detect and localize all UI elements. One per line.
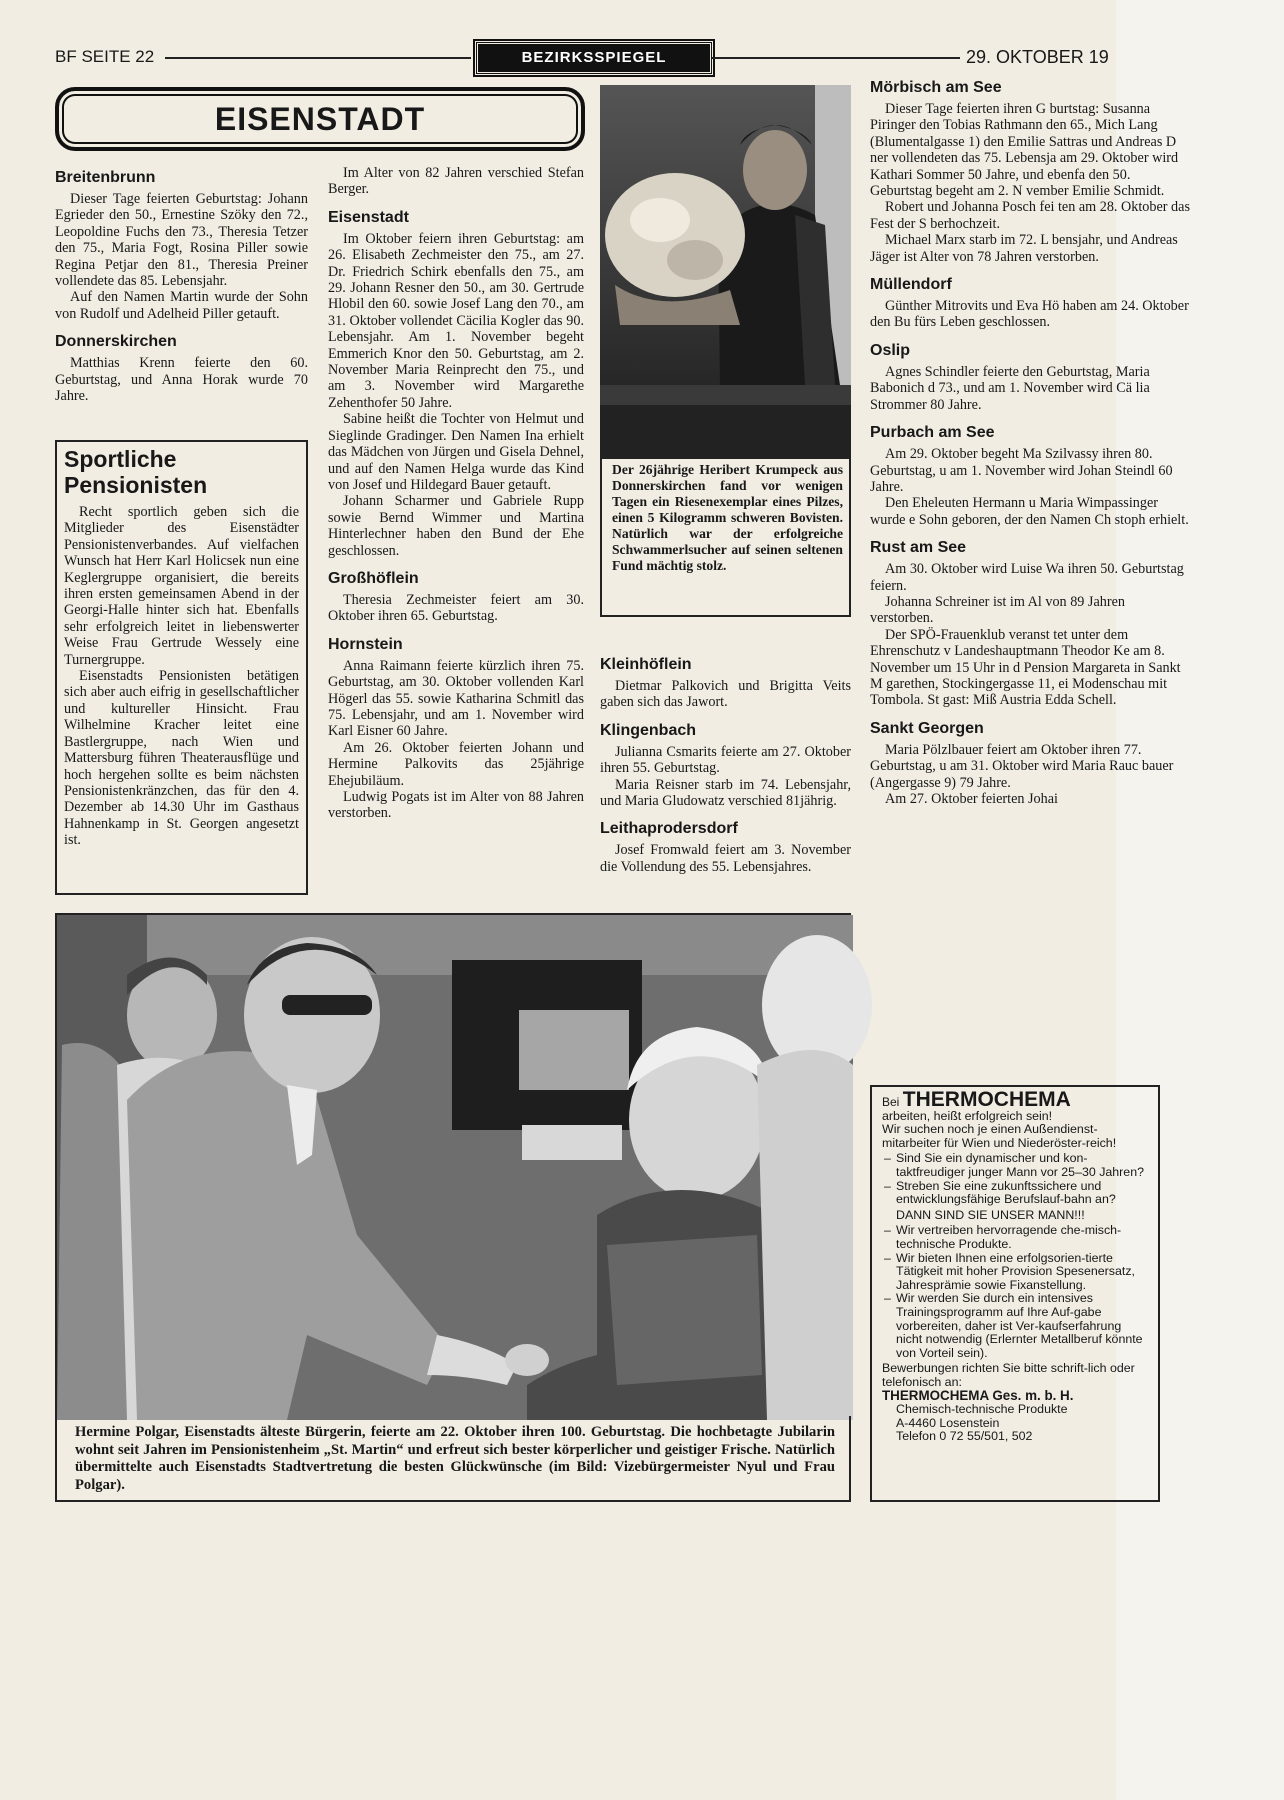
paragraph: Dieser Tage feierten ihren G burtstag: Susanna Piringer den Tobias Rathmann den 65., Mich Lang (Blumentalgasse 1) den Emilie Sattras und Andreas D ner vollendeten das 75. Lebensja am 29. Oktober wird Kathari Sommer 50 Jahre, und ebenfa den 50. Geburtstag begeht am 2. N vember Emilie Schmidt. [870,101,1179,200]
column-4 [870,78,1190,807]
issue-date: 29. OKTOBER 19 [966,47,1109,67]
feature-box-heading: Sportliche Pensionisten [64,446,208,498]
photo-2-caption: Hermine Polgar, Eisenstadts älteste Bürgerin, feierte am 22. Oktober ihren 100. Geburtstag. Die hochbetagte Jubilarin wohnt seit Jahren im Pensionistenheim „St. Martin“ und erfreut sich bester körperlicher und geistiger Frische. Natürlich übermittelte auch Eisenstadts Stadtvertretung die besten Glückwünsche (im Bild: Vizebürgermeister Nyul und Frau Polgar). [75,1424,835,1493]
paragraph: Maria Reisner starb im 74. Lebensjahr, und Maria Gludowatz verschied 81jährig. [600,776,851,810]
ad-bullets-2 [882,1224,1148,1360]
column-1 [55,168,308,404]
paragraph: Theresia Zechmeister feiert am 30. Oktober ihren 65. Geburtstag. [328,591,584,625]
section-heading: Rust am See [870,539,967,557]
section-heading: Sankt Georgen [870,719,984,737]
paragraph: Im Oktober feiern ihren Geburtstag: am 26. Elisabeth Zechmeister den 75., am 27. Dr. Friedrich Schirk ebenfalls den 75., am 29. Johann Resner den 50., am 30. Gertrude Hlobil den 60. sowie Josef Lang den 70., am 31. Oktober vollendet Cäcilia Kogler das 90. Lebensjahr. Am 1. November begeht Emmerich Knor den 50. Geburtstag, am 2. November Maria Reinprecht den 75., und am 3. November wird Margarethe Zehenthofer 50 Jahre. [328,230,584,411]
ad-line-1: arbeiten, heißt erfolgreich sein! [882,1108,1053,1123]
paragraph: Robert und Johanna Posch fei ten am 28. Oktober das Fest der S berhochzeit. [870,199,1190,232]
paragraph: Den Eheleuten Hermann u Maria Wimpassinger wurde e Sohn geboren, der den Namen Ch stoph erhielt. [870,495,1189,528]
section-badge: BEZIRKSSPIEGEL [475,41,713,75]
ad-line-2: Wir suchen noch je einen Außendienst-mitarbeiter für Wien und Niederöster-reich! [882,1122,1117,1150]
paragraph: Am 30. Oktober wird Luise Wa ihren 50. Geburtstag feiern. [870,561,1184,594]
section-heading: Hornstein [328,635,403,653]
paragraph: Günther Mitrovits und Eva Hö haben am 24. Oktober den Bu fürs Leben geschlossen. [870,298,1189,331]
ad-apply: Bewerbungen richten Sie bitte schrift-lich oder telefonisch an: [882,1361,1135,1389]
paragraph: Ludwig Pogats ist im Alter von 88 Jahren verstorben. [328,789,584,822]
section-heading: Kleinhöflein [600,656,692,673]
ad-address-1: Chemisch-technische Produkte [896,1402,1068,1417]
ad-brand: THERMOCHEMA [902,1088,1071,1111]
ad-phone: Telefon 0 72 55/501, 502 [896,1429,1033,1444]
paragraph: Julianna Csmarits feierte am 27. Oktober ihren 55. Geburtstag. [600,743,851,777]
mushroom-photo-image [600,85,851,457]
section-heading: Donnerskirchen [55,333,177,351]
ad-pre: Bei [882,1095,900,1109]
ad-bullet: – Sind Sie ein dynamischer und kon-taktfreudiger junger Mann vor 25–30 Jahren? [896,1152,1148,1179]
ad-clip [870,1085,1144,1502]
paragraph: Am 26. Oktober feierten Johann und Hermine Palkovits das 25jährige Ehejubiläum. [328,739,584,789]
ad-bullet: – Streben Sie eine zukunftssichere und entwicklungsfähige Berufslauf-bahn an? [896,1180,1148,1207]
paragraph: Agnes Schindler feierte den Geburtstag, Maria Babonich d 73., und am 1. November wird Cä lia Strommer 80 Jahre. [870,363,1150,413]
header-rule-right [712,57,960,59]
section-heading: Oslip [870,341,911,359]
column-3 [600,655,851,875]
paragraph: Anna Raimann feierte kürzlich ihren 75. Geburtstag, am 30. Oktober vollenden Karl Högerl das 55. sowie Katharina Schmitl das 75. Lebensjahr, und am 1. November wird Karl Eisner 60 Jahre. [328,657,584,740]
ad-bullet: – Wir bieten Ihnen eine erfolgsorien-tierte Tätigkeit mit hoher Provision Spesenersatz, Jahresprämie sowie Fixanstellung. [896,1252,1148,1293]
feature-box [55,440,308,895]
section-heading: Müllendorf [870,276,952,294]
ad-address-2: A-4460 Losenstein [896,1415,1000,1430]
paragraph: Matthias Krenn feierte den 60. Geburtstag, und Anna Horak wurde 70 Jahre. [55,355,308,405]
paragraph: Michael Marx starb im 72. L bensjahr, und Andreas Jäger ist Alter von 78 Jahren verstorben. [870,232,1178,265]
paragraph: Johanna Schreiner ist im Al von 89 Jahren verstorben. [870,593,1125,627]
paragraph: Am 29. Oktober begeht Ma Szilvassy ihren 80. Geburtstag, u am 1. November wird Johan Steindl 60 Jahre. [870,446,1173,495]
section-heading: Großhöflein [328,569,419,587]
paragraph: Sabine heißt die Tochter von Helmut und Sieglinde Gradinger. Den Namen Ina erhielt das Mädchen von Jürgen und Gisela Dehnel, und auf den Namen Helga wurde das Kind von Josef und Hildegard Bauer getauft. [328,411,584,493]
ad-bullets-1 [882,1152,1148,1206]
paragraph: Josef Fromwald feiert am 3. November die Vollendung des 55. Lebensjahres. [600,842,851,875]
thermochema-ad [870,1085,1160,1502]
ad-bullet: – Wir vertreiben hervorragende che-misch-technische Produkte. [896,1224,1148,1251]
header-rule-left [165,57,471,59]
birthday-photo [55,913,851,1418]
section-heading: Mörbisch am See [870,79,1002,96]
feature-box-paragraph: Eisenstadts Pensionisten betätigen sich aber auch eifrig in gesellschaftlicher und kultureller Hinsicht. Frau Wilhelmine Kracher leitet eine Bastlergruppe, nach Wien und Mattersburg führen Theaterausflüge und hoch hergehen sollte es beim nächsten Pensionistenkränzchen, das für den 4. Dezember ab 14.30 Uhr im Gasthaus Hahnenkamp in St. Georgen angesetzt ist. [64,668,299,849]
section-heading: Breitenbrunn [55,169,156,186]
paragraph: Der SPÖ-Frauenklub veranst tet unter dem Ehrenschutz v Landeshauptmann Theodor Ke am 8. November um 15 Uhr in d Pension Margareta in Sankt M garethen, Stockingergasse 11, ei Modenschau mit Tombola. St gast: Miß Austria Edda Schell. [870,626,1181,709]
paragraph: Im Alter von 82 Jahren verschied Stefan Berger. [328,165,584,198]
section-heading: Leithaprodersdorf [600,820,738,838]
photo-1-caption: Der 26jährige Heribert Krumpeck aus Donnerskirchen fand vor wenigen Tagen ein Riesenexemplar eines Pilzes, einen 5 Kilogramm schweren Bovisten. Natürlich war der erfolgreiche Schwammerlsucher auf seinen seltenen Fund mächtig stolz. [612,462,843,573]
paragraph: Maria Pölzlbauer feiert am Oktober ihren 77. Geburtstag, u am 31. Oktober wird Maria Rauc bauer (Angergasse 9) 79 Jahre. [870,741,1174,791]
paragraph: Auf den Namen Martin wurde der Sohn von Rudolf und Adelheid Piller getauft. [55,289,308,322]
section-title: EISENSTADT [55,87,585,151]
column-2 [328,165,584,822]
page-label: BF SEITE 22 [55,47,155,66]
paragraph: Johann Scharmer und Gabriele Rupp sowie Bernd Wimmer und Martina Hinterlechner haben den Bund der Ehe geschlossen. [328,493,584,559]
paragraph: Dieser Tage feierten Geburtstag: Johann Egrieder den 50., Ernestine Szöky den 72., Leopoldine Fuchs den 73., Theresia Tetzer den 75., Maria Fogt, Rosina Piller sowie Regina Petjar den 81., Theresia Preiner vollendete das 85. Lebensjahr. [55,191,308,290]
section-heading: Eisenstadt [328,208,409,226]
ad-bullet: – Wir werden Sie durch ein intensives Trainingsprogramm auf Ihre Auf-gabe vorbereiten, daher ist Ver-kaufserfahrung nicht notwendig (Erlernter Metallberuf könnte von Vorteil sein). [896,1292,1148,1360]
ad-callout: DANN SIND SIE UNSER MANN!!! [896,1207,1085,1222]
paragraph: Dietmar Palkovich und Brigitta Veits gaben sich das Jawort. [600,678,851,711]
feature-box-paragraph: Recht sportlich geben sich die Mitglieder des Eisenstädter Pensionistenverbandes. Auf vielfachen Wunsch hat Herr Karl Holicsek nun eine Keglergruppe organisiert, die bereits ihren ersten gemeinsamen Abend in der Georgi-Halle hinter sich hat. Ebenfalls sehr erfolgreich leitet in liebenswerter Weise Frau Gertrude Wessely eine Turnergruppe. [64,504,299,668]
birthday-photo-image [57,915,853,1420]
paragraph: Am 27. Oktober feierten Johai [885,791,1058,807]
ad-company: THERMOCHEMA Ges. m. b. H. [882,1388,1074,1404]
mushroom-photo [600,85,851,457]
section-heading: Purbach am See [870,424,995,442]
section-heading: Klingenbach [600,721,697,739]
